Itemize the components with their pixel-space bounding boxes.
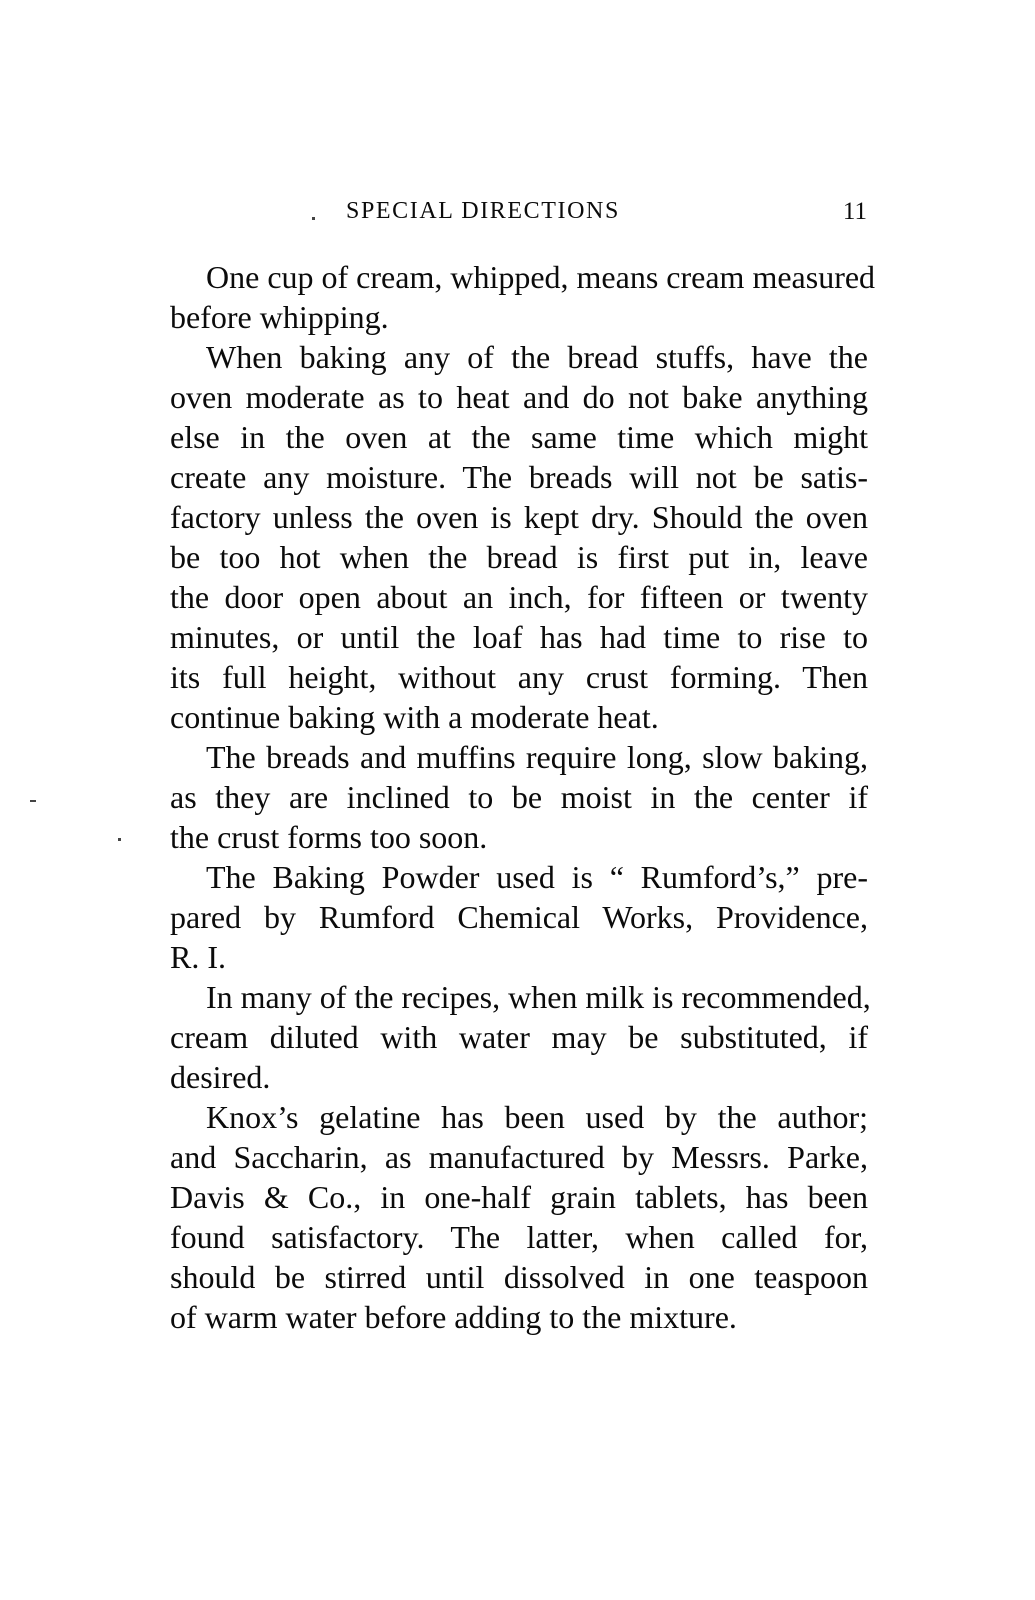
paragraph	[134, 1097, 868, 1337]
text-line: One cup of cream, whipped, means cream measured	[206, 259, 876, 295]
text-line: should be stirred until dissolved in one teaspoon	[170, 1259, 868, 1295]
paragraph	[134, 857, 868, 977]
text-line: When baking any of the bread stuffs, have the	[206, 339, 868, 375]
page-number: 11	[842, 198, 867, 225]
text-line: In many of the recipes, when milk is recommended,	[206, 979, 871, 1015]
text-line: as they are inclined to be moist in the center if	[170, 779, 868, 815]
text-line: pared by Rumford Chemical Works, Providence,	[170, 899, 868, 935]
text-line: factory unless the oven is kept dry. Should the oven	[170, 499, 868, 535]
text-line: Davis & Co., in one-half grain tablets, has been	[170, 1179, 868, 1215]
text-line: else in the oven at the same time which might	[170, 419, 868, 455]
text-line: The Baking Powder used is “ Rumford’s,” pre-	[206, 859, 868, 895]
paragraph	[134, 977, 871, 1097]
text-line: found satisfactory. The latter, when called for,	[170, 1219, 868, 1255]
paragraph	[134, 737, 868, 857]
text-line: minutes, or until the loaf has had time to rise to	[170, 619, 868, 655]
text-line: create any moisture. The breads will not be satis-	[170, 459, 868, 495]
text-line: its full height, without any crust forming. Then	[170, 659, 868, 695]
scan-speck	[30, 800, 36, 802]
text-line: and Saccharin, as manufactured by Messrs. Parke,	[170, 1139, 868, 1175]
text-line: Knox’s gelatine has been used by the author;	[206, 1099, 868, 1135]
text-line: the crust forms too soon.	[170, 819, 488, 855]
text-line: The breads and muffins require long, slow baking,	[206, 739, 868, 775]
text-line: desired.	[170, 1059, 271, 1095]
scan-speck	[118, 838, 121, 841]
scan-speck	[312, 217, 315, 220]
text-line: be too hot when the bread is first put in, leave	[170, 539, 868, 575]
body-text	[134, 257, 876, 1337]
paragraph	[134, 257, 876, 337]
text-line: oven moderate as to heat and do not bake anything	[170, 379, 868, 415]
text-line: cream diluted with water may be substituted, if	[170, 1019, 868, 1055]
text-line: R. I.	[170, 939, 226, 975]
text-line: the door open about an inch, for fifteen or twenty	[170, 579, 868, 615]
text-line: continue baking with a moderate heat.	[170, 699, 659, 735]
text-line: of warm water before adding to the mixture.	[170, 1299, 737, 1335]
running-title: SPECIAL DIRECTIONS	[346, 198, 620, 224]
paragraph	[134, 337, 868, 737]
text-line: before whipping.	[170, 299, 389, 335]
running-head	[134, 198, 867, 230]
